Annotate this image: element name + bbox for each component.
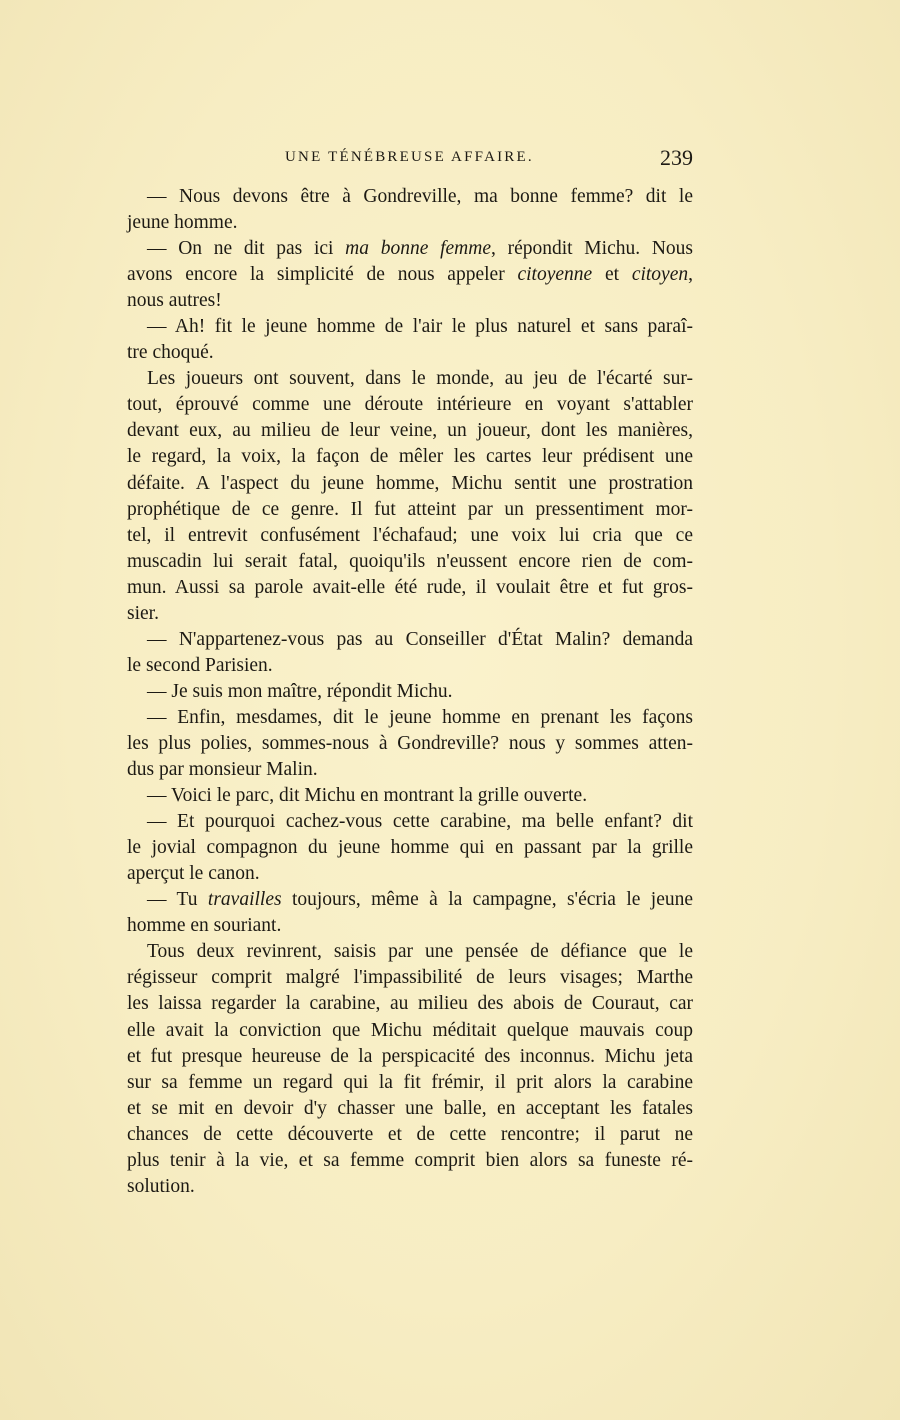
text-line — [127, 653, 693, 679]
text-segment: — Tu — [147, 889, 208, 911]
text-segment: jeune homme. — [127, 212, 238, 234]
text-line — [127, 1096, 693, 1122]
text-line — [127, 314, 693, 340]
text-segment: les plus polies, sommes-nous à Gondreville? nous y sommes atten- — [127, 732, 693, 754]
text-line — [127, 471, 693, 497]
text-segment: tout, éprouvé comme une déroute intérieure en voyant s'attabler — [127, 394, 693, 416]
text-segment: régisseur comprit malgré l'impassibilité de leurs visages; Marthe — [127, 967, 693, 989]
text-line — [127, 288, 693, 314]
text-segment: — Nous devons être à Gondreville, ma bonne femme? dit le — [147, 186, 693, 207]
italic-text: citoyenne — [517, 264, 593, 286]
text-segment: solution. — [127, 1175, 195, 1197]
text-segment: le jovial compagnon du jeune homme qui en passant par la grille — [127, 837, 693, 859]
italic-text: travailles — [207, 889, 282, 911]
text-segment: nous autres! — [127, 290, 222, 312]
text-line — [127, 497, 693, 523]
text-line — [127, 1174, 693, 1200]
text-segment: Les joueurs ont souvent, dans le monde, au jeu de l'écarté sur- — [147, 368, 693, 390]
text-segment: toujours, même à la campagne, s'écria le jeune — [281, 889, 694, 911]
text-line — [127, 861, 693, 887]
text-segment: chances de cette découverte et de cette rencontre; il parut ne — [127, 1123, 693, 1145]
text-segment: aperçut le canon. — [127, 863, 260, 885]
text-line — [127, 965, 693, 991]
text-segment: — Voici le parc, dit Michu en montrant la grille ouverte. — [147, 785, 588, 807]
text-segment: — Je suis mon maître, répondit Michu. — [147, 680, 453, 702]
text-line — [127, 184, 693, 210]
text-segment: — Et pourquoi cachez-vous cette carabine, ma belle enfant? dit — [147, 811, 693, 833]
text-line — [127, 444, 693, 470]
text-line — [127, 835, 693, 861]
text-segment: plus tenir à la vie, et sa femme comprit bien alors sa funeste ré- — [127, 1149, 693, 1171]
text-segment: défaite. A l'aspect du jeune homme, Michu sentit une prostration — [127, 472, 693, 494]
text-line — [127, 575, 693, 601]
text-segment: le regard, la voix, la façon de mêler les cartes leur prédisent une — [127, 446, 693, 468]
text-line — [127, 705, 693, 731]
text-line — [127, 1148, 693, 1174]
text-segment: tre choqué. — [127, 342, 214, 364]
running-head-title: UNE TÉNÉBREUSE AFFAIRE. — [285, 149, 534, 165]
text-segment: homme en souriant. — [127, 915, 282, 937]
text-segment: et — [592, 264, 632, 286]
page-number: 239 — [660, 145, 693, 170]
text-line — [127, 887, 693, 913]
text-segment: Tous deux revinrent, saisis par une pensée de défiance que le — [147, 941, 693, 963]
text-line — [127, 913, 693, 939]
text-segment: — N'appartenez-vous pas au Conseiller d'État Malin? demanda — [147, 628, 693, 650]
text-segment: sur sa femme un regard qui la fit frémir, il prit alors la carabine — [127, 1071, 693, 1093]
text-segment: — Enfin, mesdames, dit le jeune homme en prenant les façons — [147, 706, 693, 728]
text-line — [127, 262, 693, 288]
text-segment: dus par monsieur Malin. — [127, 759, 318, 781]
text-segment: et se mit en devoir d'y chasser une balle, en acceptant les fatales — [127, 1097, 693, 1119]
text-line — [127, 418, 693, 444]
text-line — [127, 340, 693, 366]
text-line — [127, 731, 693, 757]
text-line — [127, 236, 693, 262]
text-line — [127, 939, 693, 965]
text-segment: devant eux, au milieu de leur veine, un joueur, dont les manières, — [127, 420, 693, 442]
text-line — [127, 627, 693, 653]
text-segment: — On ne dit pas ici — [147, 238, 346, 260]
text-line — [127, 1044, 693, 1070]
text-segment: prophétique de ce genre. Il fut atteint par un pressentiment mor- — [127, 498, 693, 520]
text-segment: — Ah! fit le jeune homme de l'air le plus naturel et sans paraî- — [147, 316, 693, 338]
text-line — [127, 523, 693, 549]
text-segment: le second Parisien. — [127, 654, 273, 676]
text-line — [127, 783, 693, 809]
text-segment: les laissa regarder la carabine, au milieu des abois de Couraut, car — [127, 993, 693, 1015]
italic-text: citoyen — [631, 264, 689, 286]
text-line — [127, 392, 693, 418]
text-segment: mun. Aussi sa parole avait-elle été rude, il voulait être et fut gros- — [127, 576, 693, 598]
text-segment: et fut presque heureuse de la perspicacité des inconnus. Michu jeta — [127, 1045, 693, 1067]
text-line — [127, 366, 693, 392]
text-line — [127, 991, 693, 1017]
text-line — [127, 757, 693, 783]
text-segment: sier. — [127, 602, 159, 624]
text-segment: elle avait la conviction que Michu méditait quelque mauvais coup — [127, 1019, 693, 1041]
text-line — [127, 601, 693, 627]
text-line — [127, 549, 693, 575]
text-line — [127, 1122, 693, 1148]
text-segment: avons encore la simplicité de nous appeler — [127, 264, 518, 286]
text-line — [127, 809, 693, 835]
body-text — [127, 184, 693, 1200]
text-line — [127, 1070, 693, 1096]
text-segment: , — [688, 264, 693, 286]
text-line — [127, 679, 693, 705]
italic-text: ma bonne femme — [345, 238, 491, 260]
running-head — [127, 147, 693, 173]
text-line — [127, 1018, 693, 1044]
text-line — [127, 210, 693, 236]
text-segment: tel, il entrevit confusément l'échafaud; une voix lui cria que ce — [127, 524, 693, 546]
text-segment: , répondit Michu. Nous — [491, 238, 693, 260]
text-segment: muscadin lui serait fatal, quoiqu'ils n'eussent encore rien de com- — [127, 550, 693, 572]
